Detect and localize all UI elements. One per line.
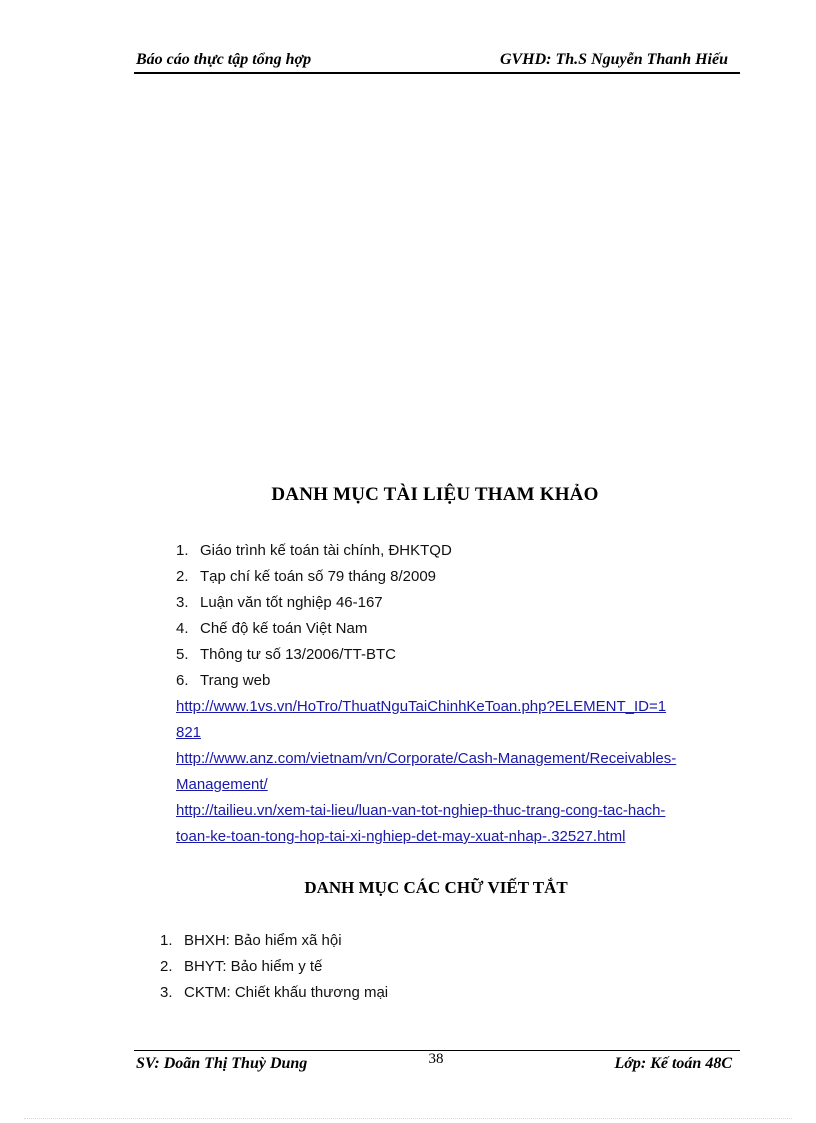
- list-item: [160, 928, 388, 954]
- header-advisor: GVHD: Th.S Nguyễn Thanh Hiếu: [499, 51, 728, 68]
- page-number: 38: [428, 1051, 444, 1067]
- list-item-number: 5.: [176, 646, 189, 663]
- list-item: [176, 564, 452, 590]
- reference-link-1vs[interactable]: [176, 694, 746, 746]
- list-item-text: CKTM: Chiết khấu thương mại: [184, 984, 389, 1001]
- list-item-number: 3.: [160, 984, 173, 1001]
- reference-link-tailieu[interactable]: [176, 798, 746, 850]
- list-item-text: BHYT: Bảo hiểm y tế: [184, 958, 323, 975]
- link-line: http://tailieu.vn/xem-tai-lieu/luan-van-tot-nghiep-thuc-trang-cong-tac-hach-: [176, 802, 666, 819]
- abbreviations-list: [160, 928, 388, 1006]
- link-line: toan-ke-toan-tong-hop-tai-xi-nghiep-det-may-xuat-nhap-.32527.html: [176, 828, 626, 845]
- list-item: [160, 980, 388, 1006]
- footer-class: Lớp: Kế toán 48C: [614, 1055, 732, 1072]
- list-item-number: 1.: [176, 542, 189, 559]
- list-item-number: 6.: [176, 672, 189, 689]
- header-divider: [134, 72, 740, 74]
- footer-student-name: SV: Doãn Thị Thuỳ Dung: [136, 1055, 308, 1072]
- list-item-text: Trang web: [200, 672, 271, 689]
- list-item-text: Thông tư số 13/2006/TT-BTC: [200, 646, 396, 663]
- list-item: [160, 954, 388, 980]
- link-line: 821: [176, 724, 202, 741]
- list-item-text: BHXH: Bảo hiểm xã hội: [184, 932, 342, 949]
- link-line: http://www.anz.com/vietnam/vn/Corporate/Cash-Management/Receivables-: [176, 750, 677, 767]
- link-line: Management/: [176, 776, 268, 793]
- link-line: http://www.1vs.vn/HoTro/ThuatNguTaiChinhKeToan.php?ELEMENT_ID=1: [176, 698, 667, 715]
- header-report-title: Báo cáo thực tập tổng hợp: [136, 51, 312, 68]
- abbreviations-title: DANH MỤC CÁC CHỮ VIẾT TẮT: [304, 878, 568, 897]
- references-title: DANH MỤC TÀI LIỆU THAM KHẢO: [271, 484, 599, 505]
- list-item-text: Giáo trình kế toán tài chính, ĐHKTQD: [200, 542, 452, 559]
- list-item-number: 2.: [160, 958, 173, 975]
- list-item-text: Tạp chí kế toán số 79 tháng 8/2009: [200, 568, 437, 585]
- list-item: [176, 590, 452, 616]
- list-item: [176, 616, 452, 642]
- list-item-number: 3.: [176, 594, 189, 611]
- list-item-number: 4.: [176, 620, 189, 637]
- reference-links: [176, 694, 746, 850]
- reference-link-anz[interactable]: [176, 746, 746, 798]
- list-item-text: Chế độ kế toán Việt Nam: [200, 620, 368, 637]
- list-item: [176, 668, 452, 694]
- list-item: [176, 642, 452, 668]
- list-item: [176, 538, 452, 564]
- list-item-number: 2.: [176, 568, 189, 585]
- list-item-text: Luận văn tốt nghiệp 46-167: [200, 594, 383, 611]
- page-edge-divider: [24, 1118, 792, 1119]
- list-item-number: 1.: [160, 932, 173, 949]
- references-list: [176, 538, 452, 694]
